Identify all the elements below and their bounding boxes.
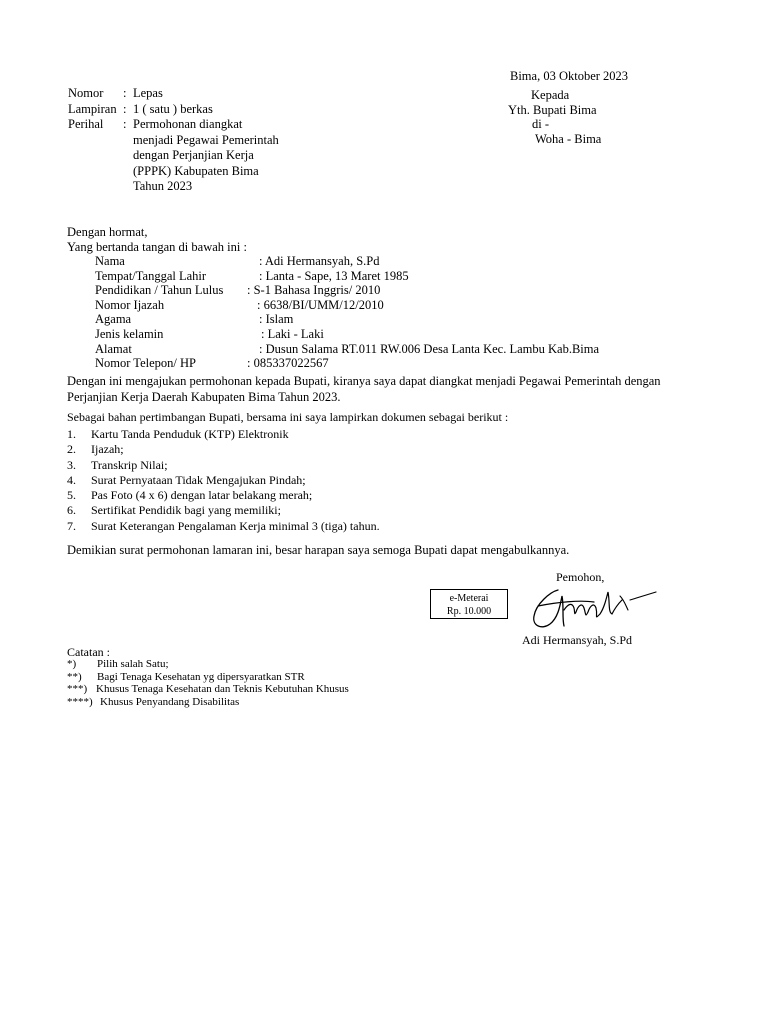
identity-value: : S-1 Bahasa Inggris/ 2010 bbox=[247, 283, 381, 298]
list-text: Surat Pernyataan Tidak Mengajukan Pindah; bbox=[91, 472, 306, 487]
list-number: 1. bbox=[67, 427, 76, 441]
list-number: 3. bbox=[67, 457, 76, 472]
salutation-intro: Yang bertanda tangan di bawah ini : bbox=[67, 240, 247, 254]
note-mark: ****) bbox=[67, 695, 93, 708]
salutation bbox=[67, 225, 247, 255]
recipient-block bbox=[508, 88, 602, 146]
recipient-di: di - bbox=[532, 117, 550, 131]
list-number: 2. bbox=[67, 442, 76, 457]
identity-value: : Islam bbox=[259, 312, 294, 327]
identity-label: Nama bbox=[95, 254, 125, 268]
letter-date: Bima, 03 Oktober 2023 bbox=[510, 69, 629, 83]
lampiran-value: 1 ( satu ) berkas bbox=[133, 101, 213, 116]
lampiran-label: Lampiran bbox=[68, 101, 117, 116]
identity-label: Alamat bbox=[95, 341, 132, 356]
applicant-label: Pemohon, bbox=[556, 570, 605, 584]
identity-label: Tempat/Tanggal Lahir bbox=[95, 268, 207, 283]
identity-value: : Adi Hermansyah, S.Pd bbox=[259, 254, 380, 268]
letter-meta bbox=[68, 86, 279, 195]
identity-value: : 6638/BI/UMM/12/2010 bbox=[257, 297, 384, 312]
identity-value: : 085337022567 bbox=[247, 356, 329, 371]
perihal-line: Permohonan diangkat bbox=[133, 117, 243, 131]
identity-value: : Laki - Laki bbox=[261, 326, 324, 341]
perihal-line: (PPPK) Kabupaten Bima bbox=[133, 163, 259, 178]
identity-value: : Lanta - Sape, 13 Maret 1985 bbox=[259, 268, 409, 283]
identity-label: Jenis kelamin bbox=[95, 326, 164, 341]
list-number: 5. bbox=[67, 488, 76, 503]
e-meterai-stamp bbox=[430, 589, 508, 619]
nomor-value: Lepas bbox=[133, 86, 163, 100]
list-number: 4. bbox=[67, 472, 76, 487]
identity-label: Nomor Telepon/ HP bbox=[95, 356, 196, 371]
recipient-to: Kepada bbox=[531, 88, 570, 102]
note-text: Khusus Penyandang Disabilitas bbox=[100, 695, 240, 708]
list-number: 6. bbox=[67, 503, 76, 518]
meta-lampiran: Lampiran : 1 ( satu ) berkas bbox=[68, 101, 213, 116]
nomor-label: Nomor bbox=[68, 86, 104, 100]
list-text: Sertifikat Pendidik bagi yang memiliki; bbox=[91, 503, 281, 518]
identity-value: : Dusun Salama RT.011 RW.006 Desa Lanta Kec. Lambu Kab.Bima bbox=[259, 341, 600, 356]
handwritten-signature bbox=[528, 580, 663, 634]
recipient-city: Woha - Bima bbox=[535, 131, 602, 146]
identity-label: Nomor Ijazah bbox=[95, 297, 165, 312]
meterai-label: e-Meterai bbox=[449, 593, 489, 604]
perihal-value bbox=[131, 117, 279, 195]
recipient-name: Yth. Bupati Bima bbox=[508, 102, 597, 117]
note-text: Pilih salah Satu; bbox=[97, 658, 169, 671]
closing-sentence: Demikian surat permohonan lamaran ini, besar harapan saya semoga Bupati dapat mengabulkannya. bbox=[67, 543, 570, 557]
note-mark: **) bbox=[67, 670, 82, 683]
meterai-value: Rp. 10.000 bbox=[446, 606, 492, 617]
perihal-line: menjadi Pegawai Pemerintah bbox=[133, 132, 279, 147]
signer-name: Adi Hermansyah, S.Pd bbox=[522, 633, 632, 647]
perihal-line: dengan Perjanjian Kerja bbox=[133, 148, 254, 162]
perihal-line: Tahun 2023 bbox=[133, 179, 193, 193]
list-text: Kartu Tanda Penduduk (KTP) Elektronik bbox=[91, 427, 289, 441]
meta-nomor: Nomor : Lepas bbox=[68, 86, 163, 100]
list-text: Surat Keterangan Pengalaman Kerja minimal 3 (tiga) tahun. bbox=[91, 518, 380, 533]
identity-label: Agama bbox=[95, 312, 132, 327]
list-text: Ijazah; bbox=[91, 442, 124, 457]
meta-perihal: Perihal : Permohonan diangkat menjadi Pegawai Pemerintah dengan Perjanjian Kerja (PPPK) Kabupaten Bima Tahun 2023 bbox=[68, 117, 279, 193]
note-mark: ***) bbox=[67, 683, 88, 696]
note-text: Khusus Tenaga Kesehatan dan Teknis Kebutuhan Khusus bbox=[96, 683, 349, 696]
attachment-intro: Sebagai bahan pertimbangan Bupati, bersama ini saya lampirkan dokumen sebagai berikut : bbox=[67, 410, 509, 424]
salutation-greeting: Dengan hormat, bbox=[67, 225, 148, 239]
list-text: Transkrip Nilai; bbox=[91, 457, 168, 472]
request-paragraph: Dengan ini mengajukan permohonan kepada Bupati, kiranya saya dapat diangkat menjadi Pegawai Pemerintah dengan Perjanjian Kerja Daerah Kabupaten Bima Tahun 2023. bbox=[67, 374, 661, 404]
note-text: Bagi Tenaga Kesehatan yg dipersyaratkan STR bbox=[97, 670, 305, 683]
identity-label: Pendidikan / Tahun Lulus bbox=[95, 283, 224, 298]
list-number: 7. bbox=[67, 518, 76, 533]
perihal-label: Perihal bbox=[68, 117, 104, 131]
note-mark: *) bbox=[67, 658, 77, 671]
list-text: Pas Foto (4 x 6) dengan latar belakang merah; bbox=[91, 488, 313, 503]
